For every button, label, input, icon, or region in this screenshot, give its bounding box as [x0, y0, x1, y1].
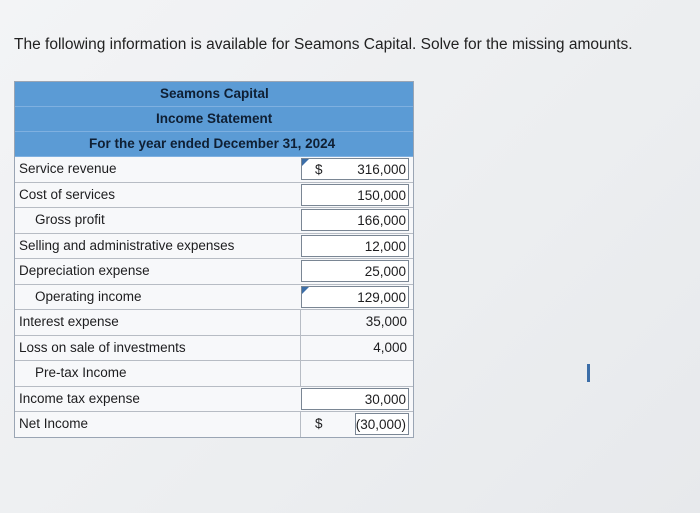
row-label: Interest expense [19, 314, 119, 329]
company-header-row [15, 82, 413, 107]
row-label: Net Income [19, 416, 89, 431]
amount-value: 25,000 [364, 264, 406, 279]
row-label: Loss on sale of investments [19, 339, 186, 355]
amount-value: 35,000 [365, 314, 407, 329]
instructions-text: The following information is available for Seamons Capital. Solve for the missing amounts. [14, 36, 633, 53]
row-selling-admin-expenses [15, 234, 413, 260]
amount-value: 166,000 [357, 213, 406, 228]
period-header-row [15, 132, 413, 157]
row-label: Pre-tax Income [35, 365, 127, 380]
row-label: Service revenue [19, 161, 117, 176]
amount-value: 12,000 [364, 238, 406, 254]
amount-value: 316,000 [357, 162, 406, 177]
amount-value: 30,000 [364, 391, 406, 407]
row-service-revenue [15, 157, 413, 183]
dollar-sign: $ [315, 416, 323, 431]
amount-value: 150,000 [357, 187, 406, 203]
row-pretax-income [15, 361, 413, 387]
row-loss-on-sale [15, 336, 413, 362]
operating-income-input[interactable] [301, 286, 409, 308]
amount-value: (30,000) [355, 417, 406, 432]
depreciation-input[interactable] [301, 260, 409, 282]
row-gross-profit [15, 208, 413, 234]
row-depreciation-expense [15, 259, 413, 285]
statement-title: Income Statement [156, 111, 273, 126]
input-flag-icon [302, 287, 309, 294]
row-cost-of-services [15, 183, 413, 209]
gross-profit-input[interactable] [301, 209, 409, 231]
statement-period: For the year ended December 31, 2024 [89, 136, 336, 151]
title-header-row [15, 107, 413, 132]
service-revenue-input[interactable] [301, 158, 409, 180]
dollar-sign: $ [315, 162, 323, 177]
row-net-income [15, 412, 413, 437]
loss-on-sale-cell [300, 336, 411, 361]
row-label: Operating income [35, 288, 142, 304]
income-statement-table [14, 81, 414, 438]
row-operating-income [15, 285, 413, 311]
net-income-input[interactable] [355, 413, 409, 435]
interest-expense-cell [300, 310, 411, 335]
input-flag-icon [302, 159, 309, 166]
input-cursor-icon [587, 364, 590, 382]
cost-of-services-input[interactable] [301, 184, 409, 206]
income-tax-input[interactable] [301, 388, 409, 410]
row-income-tax-expense [15, 387, 413, 413]
row-interest-expense [15, 310, 413, 336]
amount-value: 129,000 [357, 289, 406, 305]
row-label: Income tax expense [19, 390, 140, 406]
selling-admin-input[interactable] [301, 235, 409, 257]
row-label: Cost of services [19, 186, 116, 202]
row-label: Gross profit [35, 212, 105, 227]
company-name: Seamons Capital [160, 86, 269, 101]
row-label: Depreciation expense [19, 263, 150, 278]
row-label: Selling and administrative expenses [19, 237, 235, 253]
pretax-income-cell[interactable] [300, 361, 411, 386]
amount-value: 4,000 [373, 339, 407, 355]
